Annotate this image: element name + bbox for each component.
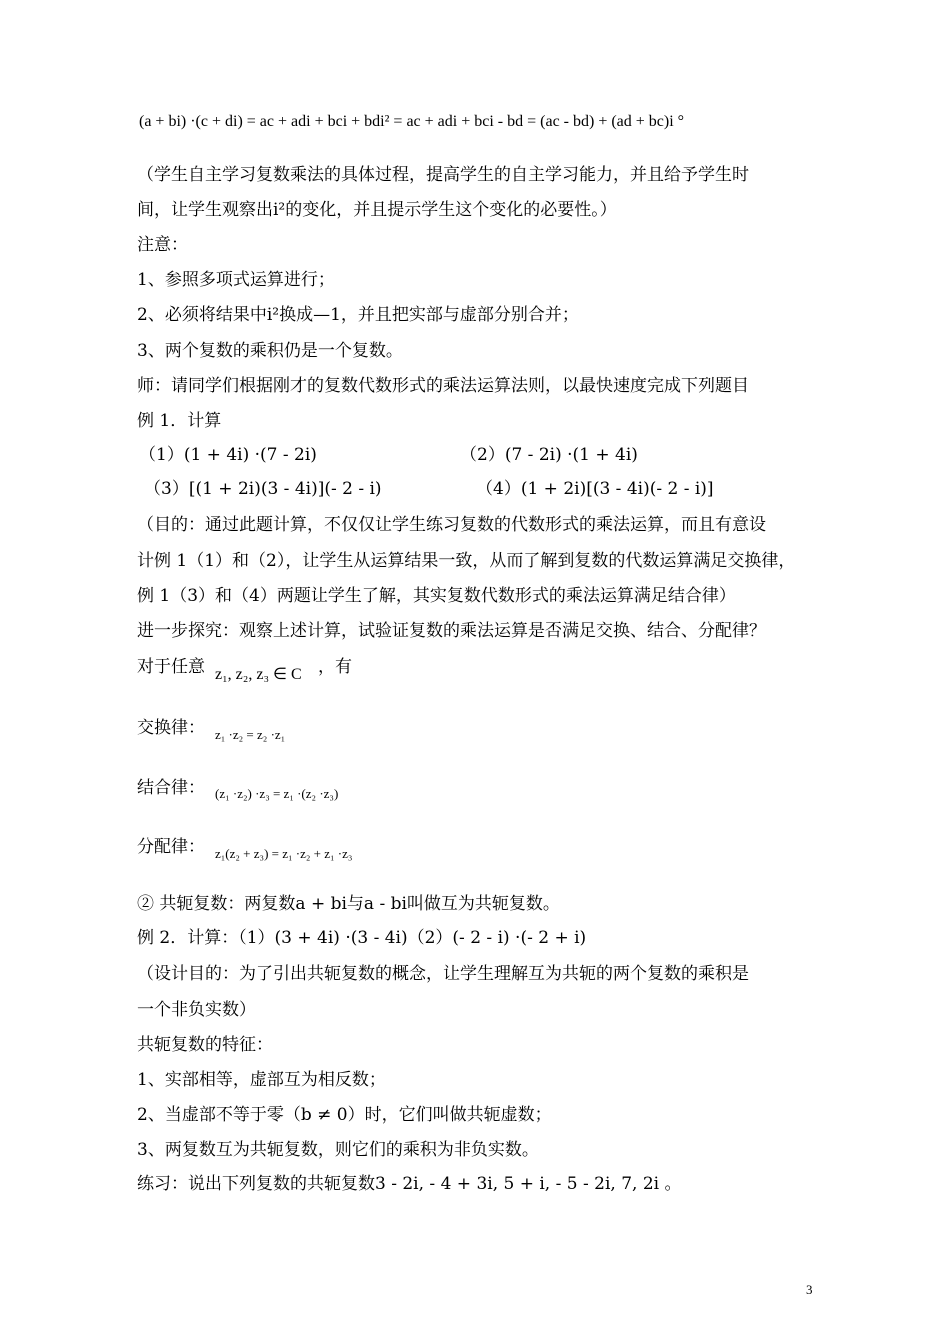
note-item: 2、必须将结果中i²换成—1，并且把实部与虚部分别合并； [137,305,579,325]
paragraph-line: （学生自主学习复数乘法的具体过程，提高学生的自主学习能力，并且给予学生时 [137,165,749,185]
forall-math: z₁, z₂, z₃ ∈ C [215,666,302,683]
practice-line: 练习：说出下列复数的共轭复数3 - 2i, - 4 + 3i, 5 + i, - 5 - 2i, 7, 2i 。 [137,1174,682,1194]
conjugate-definition: ② 共轭复数：两复数a + bi与a - bi叫做互为共轭复数。 [137,894,560,914]
distributive-label: 分配律： [137,837,205,857]
note-item: 3、两个复数的乘积仍是一个复数。 [137,341,403,361]
formula-multiplication: (a + bi) ·(c + di) = ac + adi + bci + bdi² = ac + adi + bci - bd = (ac - bd) + (ad + bc)i ° [139,113,685,130]
paragraph-line: （目的：通过此题计算，不仅仅让学生练习复数的代数形式的乘法运算，而且有意设 [137,515,766,535]
paragraph-line: 例 1（3）和（4）两题让学生了解，其实复数代数形式的乘法运算满足结合律） [137,586,736,606]
exercise-item: （4）(1 + 2i)[(3 - 4i)(- 2 - i)] [476,479,714,499]
associative-label: 结合律： [137,778,205,798]
associative-math: (z₁ ·z₂) ·z₃ = z₁ ·(z₂ ·z₃) [215,786,339,801]
feature-item: 3、两复数互为共轭复数，则它们的乘积为非负实数。 [137,1140,539,1160]
forall-tail: ，有 [318,657,352,677]
paragraph-line: （设计目的：为了引出共轭复数的概念，让学生理解互为共轭的两个复数的乘积是 [137,964,749,984]
example-2: 例 2．计算：（1）(3 + 4i) ·(3 - 4i)（2）(- 2 - i) ·(- 2 + i) [137,928,587,948]
page-number: 3 [806,1282,813,1297]
exercise-item: （3）[(1 + 2i)(3 - 4i)](- 2 - i) [144,479,382,499]
paragraph-line: 进一步探究：观察上述计算，试验证复数的乘法运算是否满足交换、结合、分配律？ [137,621,766,641]
note-item: 1、参照多项式运算进行； [137,270,335,290]
paragraph-line: 间，让学生观察出i²的变化，并且提示学生这个变化的必要性。） [137,200,617,220]
commutative-label: 交换律： [137,718,205,738]
exercise-item: （1）(1 + 4i) ·(7 - 2i) [139,445,317,465]
note-heading: 注意： [137,235,188,255]
paragraph-line: 一个非负实数） [137,1000,256,1020]
feature-item: 1、实部相等，虚部互为相反数； [137,1070,386,1090]
exercise-item: （2）(7 - 2i) ·(1 + 4i) [460,445,638,465]
forall-label: 对于任意 [137,657,205,677]
features-heading: 共轭复数的特征： [137,1035,273,1055]
commutative-math: z₁ ·z₂ = z₂ ·z₁ [215,727,286,742]
feature-item: 2、当虚部不等于零（b ≠ 0）时，它们叫做共轭虚数； [137,1105,552,1125]
distributive-math: z₁(z₂ + z₃) = z₁ ·z₂ + z₁ ·z₃ [215,846,353,861]
teacher-line: 师：请同学们根据刚才的复数代数形式的乘法运算法则，以最快速度完成下列题目 [137,376,749,396]
example-title: 例 1．计算 [137,411,222,431]
paragraph-line: 计例 1（1）和（2），让学生从运算结果一致，从而了解到复数的代数运算满足交换律， [137,551,796,571]
